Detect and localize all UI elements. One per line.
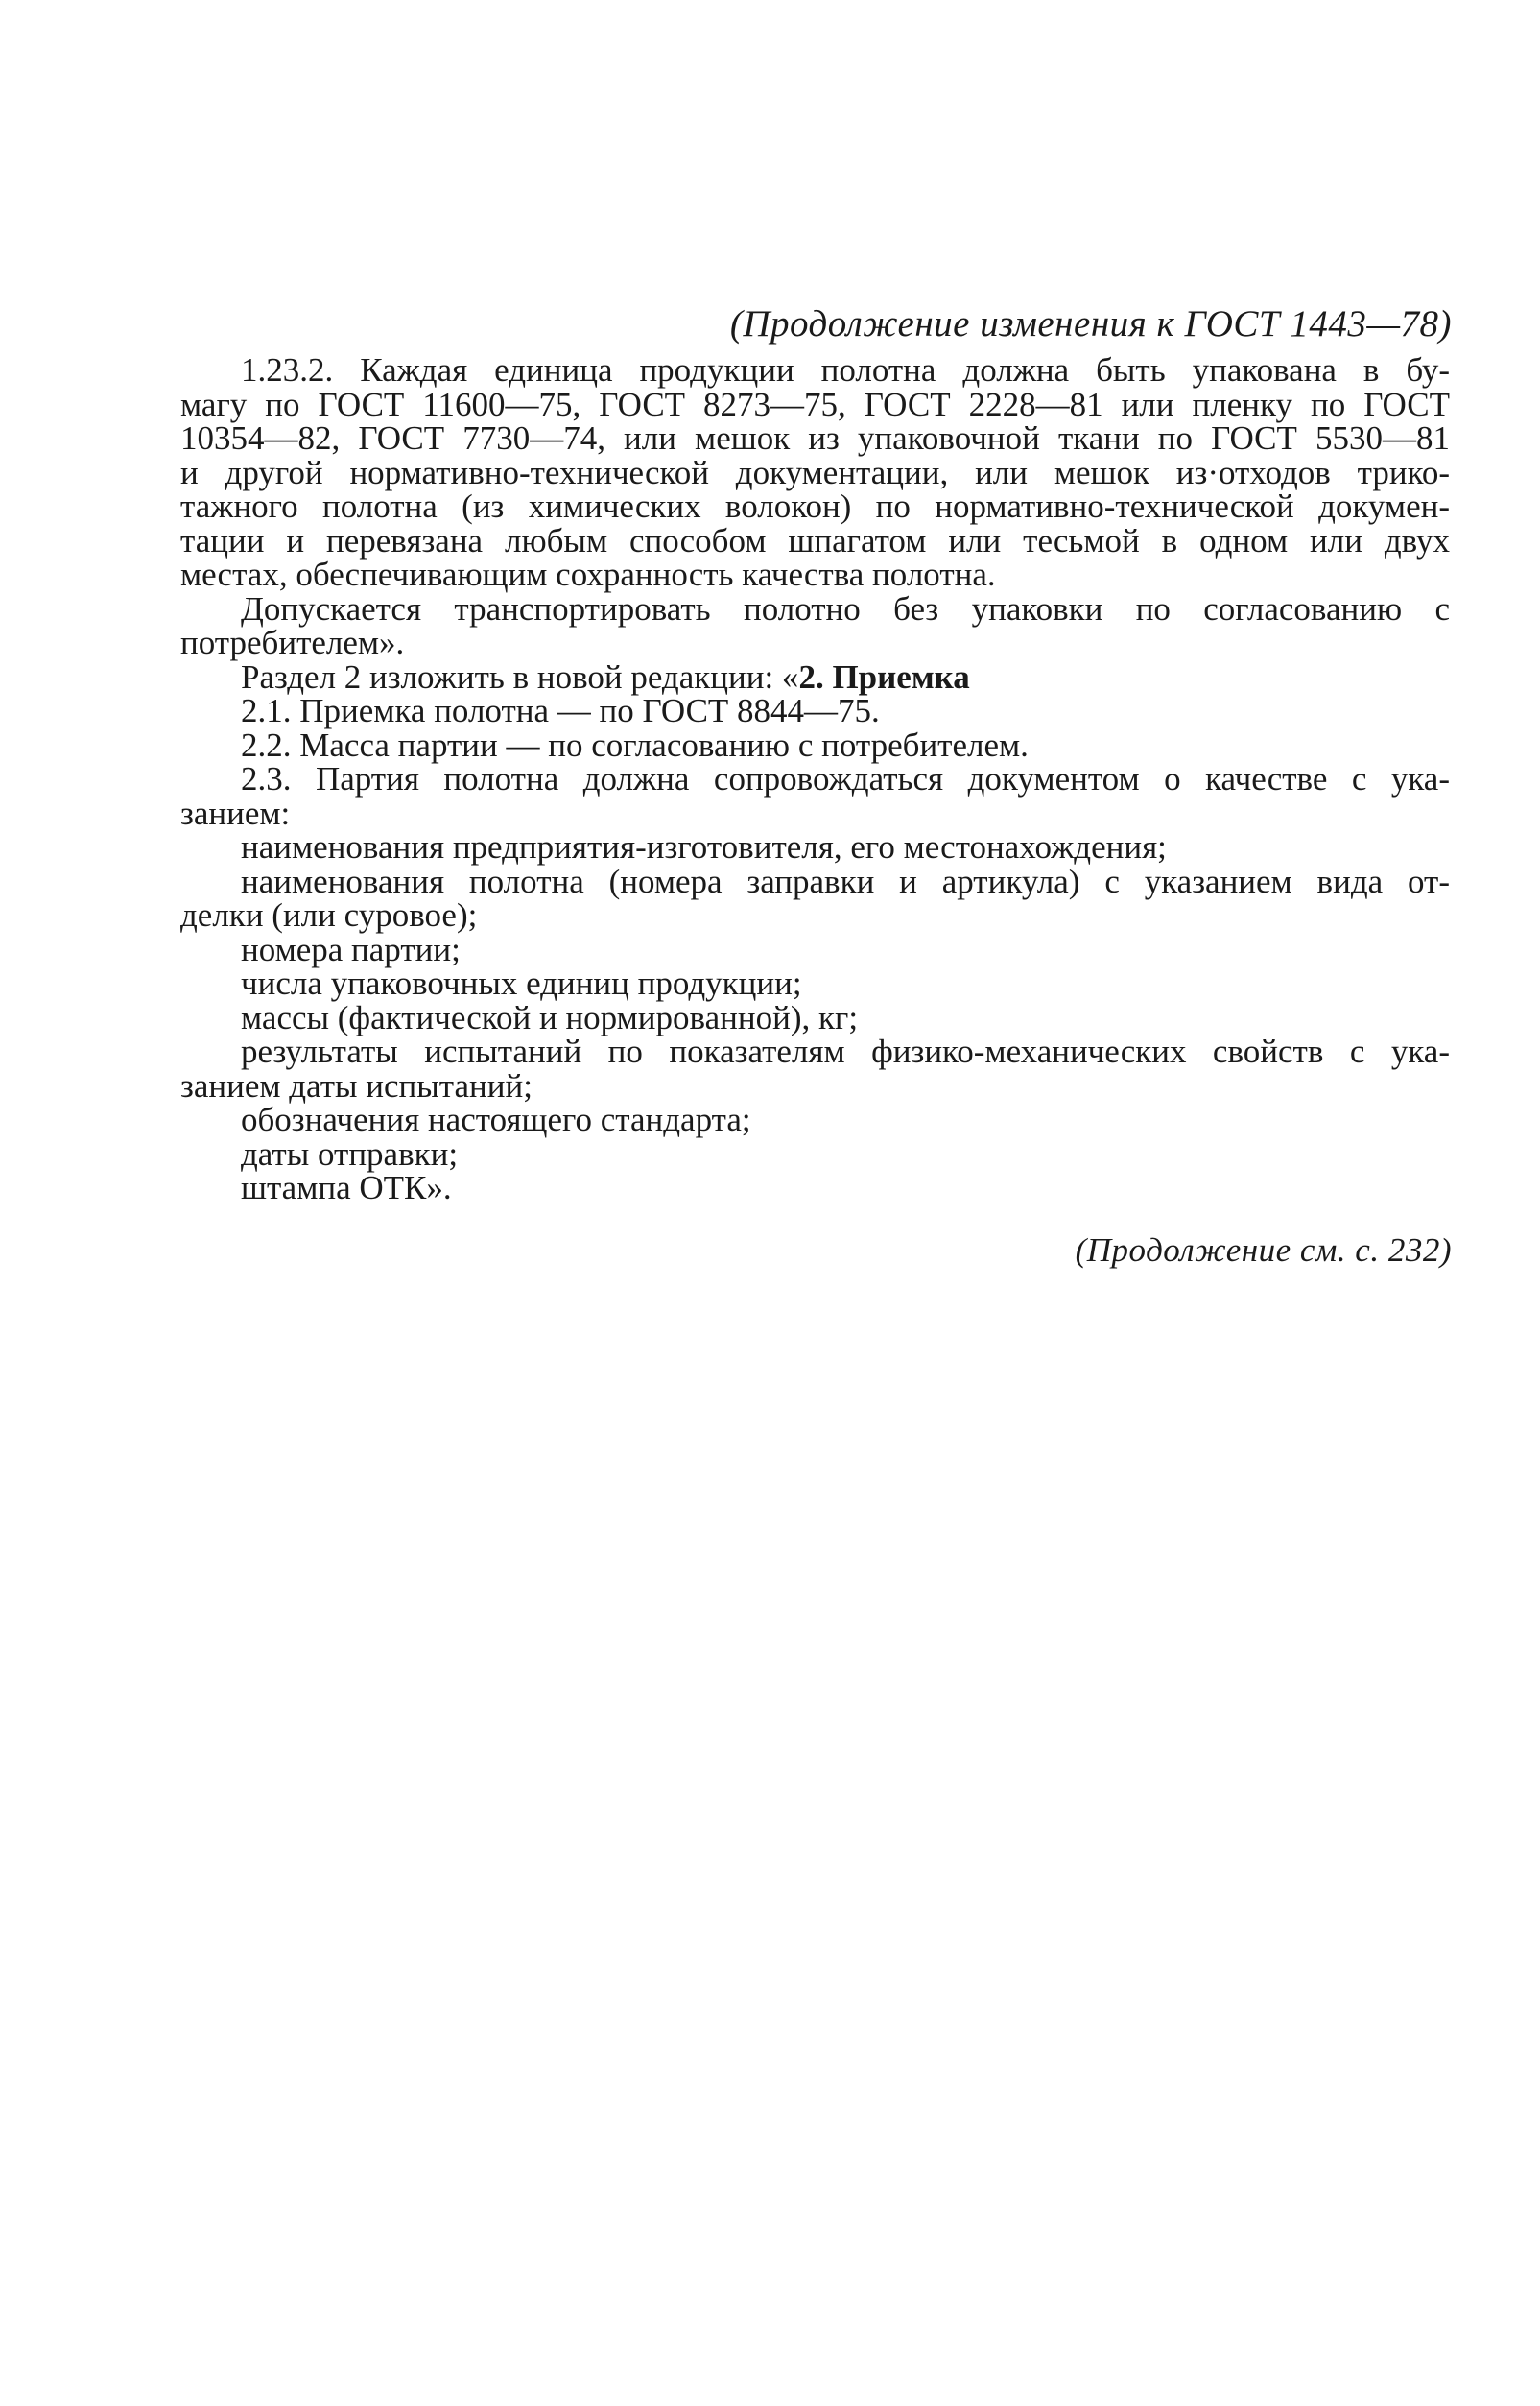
paragraph-2-3: [180, 762, 1450, 830]
text-line: занием:: [180, 794, 291, 832]
paragraph-1-23-2: [180, 353, 1450, 592]
text-line: обозначения настоящего стандарта;: [241, 1101, 751, 1138]
text-line: номера партии;: [241, 930, 461, 968]
list-item: [180, 862, 1450, 934]
text-line: 2.2. Масса партии — по согласованию с потребителем.: [241, 726, 1029, 764]
paragraph-2-1: [180, 694, 1450, 728]
paragraph-2-2: [180, 728, 1450, 763]
text-line: [180, 657, 1450, 696]
list-item: [180, 966, 1450, 1001]
text-line: наименования предприятия-изготовителя, его местонахождения;: [241, 828, 1167, 866]
text-line: 2.3. Партия полотна должна сопровождаться документом о качестве с ука-: [241, 760, 1450, 798]
list-item: [180, 930, 1450, 968]
text-line: 2.1. Приемка полотна — по ГОСТ 8844—75.: [241, 692, 880, 729]
text-line: результаты испытаний по показателям физико-механических свойств с ука-: [241, 1033, 1450, 1070]
text-line: даты отправки;: [241, 1134, 459, 1173]
list-item: [180, 1035, 1450, 1103]
text-line: местах, обеспечивающим сохранность качества полотна.: [180, 556, 996, 593]
text-line: тажного полотна (из химических волокон) по нормативно-технической докумен-: [180, 488, 1450, 525]
list-item: [180, 1103, 1450, 1137]
text-line: 1.23.2. Каждая единица продукции полотна должна быть упакована в бу-: [241, 351, 1450, 389]
main-text: [180, 353, 1450, 1205]
list-item: [180, 1171, 1450, 1205]
text-line: занием даты испытаний;: [180, 1066, 533, 1105]
list-item: [180, 998, 1450, 1036]
text-line: Допускается транспортировать полотно без упаковки по согласованию с: [241, 589, 1450, 628]
text-line: 10354—82, ГОСТ 7730—74, или мешок из упаковочной ткани по ГОСТ 5530—81: [180, 419, 1450, 457]
text-line: числа упаковочных единиц продукции;: [241, 965, 802, 1002]
paragraph-allowance: [180, 589, 1450, 661]
text-line: штампа ОТК».: [241, 1169, 452, 1206]
text-line: массы (фактической и нормированной), кг;: [241, 998, 859, 1036]
text-line: магу по ГОСТ 11600—75, ГОСТ 8273—75, ГОСТ 2228—81 или пленку по ГОСТ: [180, 385, 1450, 423]
text-line: наименования полотна (номера заправки и артикула) с указанием вида от-: [241, 862, 1450, 900]
continuation-header: (Продолжение изменения к ГОСТ 1443—78): [729, 303, 1452, 345]
text-line: тации и перевязана любым способом шпагатом или тесьмой в одном или двух: [180, 521, 1450, 560]
text-line: делки (или суровое);: [180, 896, 478, 934]
list-item: [180, 1134, 1450, 1173]
text-line: потребителем».: [180, 624, 405, 661]
continuation-footer: (Продолжение см. с. 232): [1075, 1231, 1452, 1269]
paragraph-section-2: [180, 657, 1450, 696]
section-heading: 2. Приемка: [798, 657, 970, 696]
list-item: [180, 830, 1450, 865]
section-intro-text: Раздел 2 изложить в новой редакции: «: [241, 657, 799, 696]
text-line: и другой нормативно-технической документации, или мешок из·отходов трико-: [180, 453, 1450, 491]
